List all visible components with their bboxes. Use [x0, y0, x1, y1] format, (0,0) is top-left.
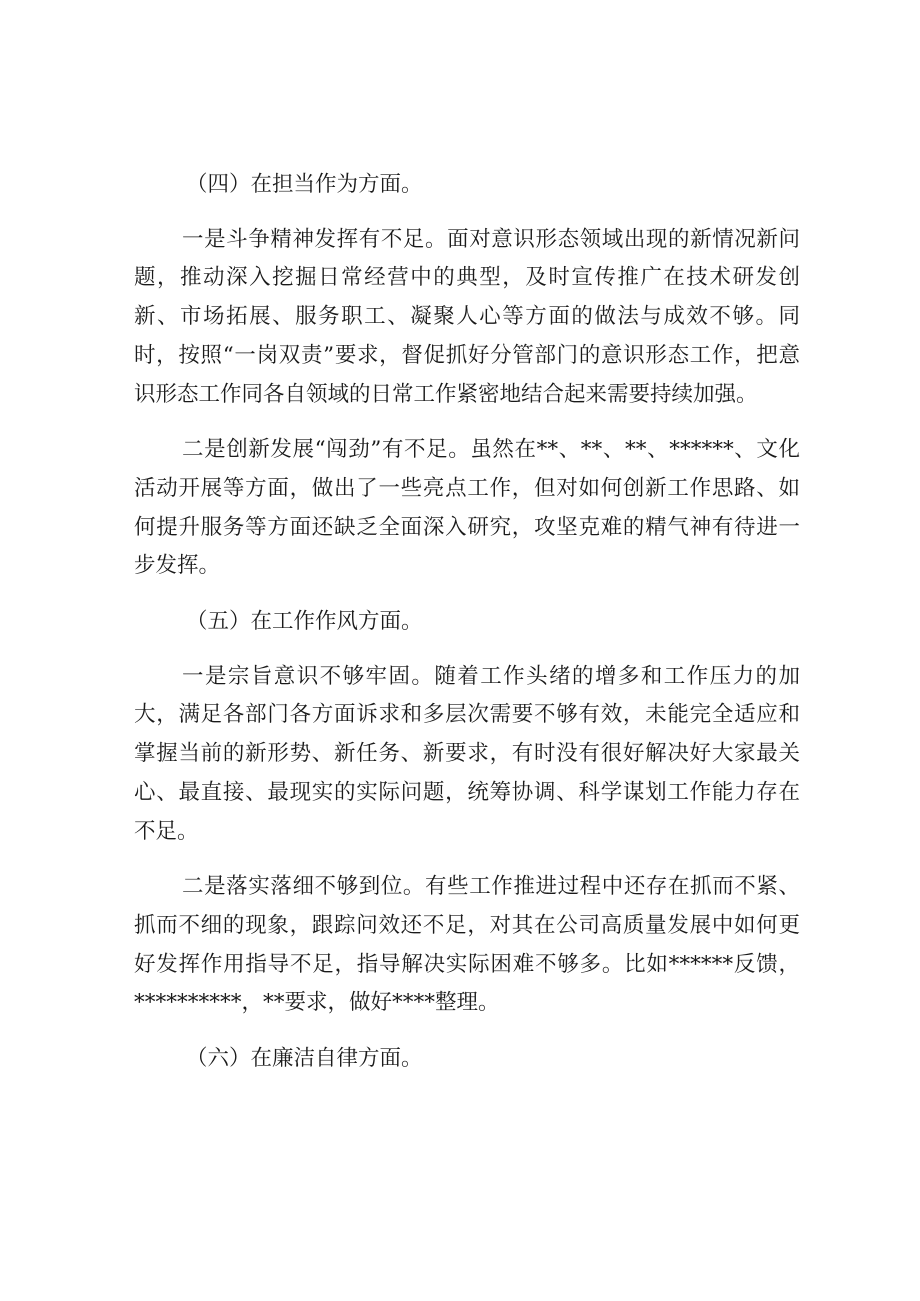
- body-paragraph: 二是落实落细不够到位。有些工作推进过程中还存在抓而不紧、抓而不细的现象，跟踪问效还不足，对其在公司高质量发展中如何更好发挥作用指导不足，指导解决实际困难不够多。比如******反馈，**********，**要求，做好****整理。: [134, 874, 800, 1016]
- body-paragraph: 二是创新发展“闯劲”有不足。虽然在**、**、**、******、文化活动开展等方面，做出了一些亮点工作，但对如何创新工作思路、如何提升服务等方面还缺乏全面深入研究，攻坚克难的精气神有待进一步发挥。: [134, 437, 800, 579]
- section-heading: （六）在廉洁自律方面。: [186, 1046, 423, 1072]
- section-heading: （四）在担当作为方面。: [186, 172, 423, 197]
- body-paragraph: 一是宗旨意识不够牢固。随着工作头绪的增多和工作压力的加大，满足各部门各方面诉求和多层次需要不够有效，未能完全适应和掌握当前的新形势、新任务、新要求，有时没有很好解决好大家最关心、最直接、最现实的实际问题，统筹协调、科学谋划工作能力存在不足。: [134, 663, 800, 844]
- document-body: [134, 166, 800, 1079]
- body-paragraph: 一是斗争精神发挥有不足。面对意识形态领域出现的新情况新问题，推动深入挖掘日常经营中的典型，及时宣传推广在技术研发创新、市场拓展、服务职工、凝聚人心等方面的做法与成效不够。同时，按照“一岗双责”要求，督促抓好分管部门的意识形态工作，把意识形态工作同各自领域的日常工作紧密地结合起来需要持续加强。: [134, 226, 800, 407]
- section-heading: （五）在工作作风方面。: [186, 609, 423, 635]
